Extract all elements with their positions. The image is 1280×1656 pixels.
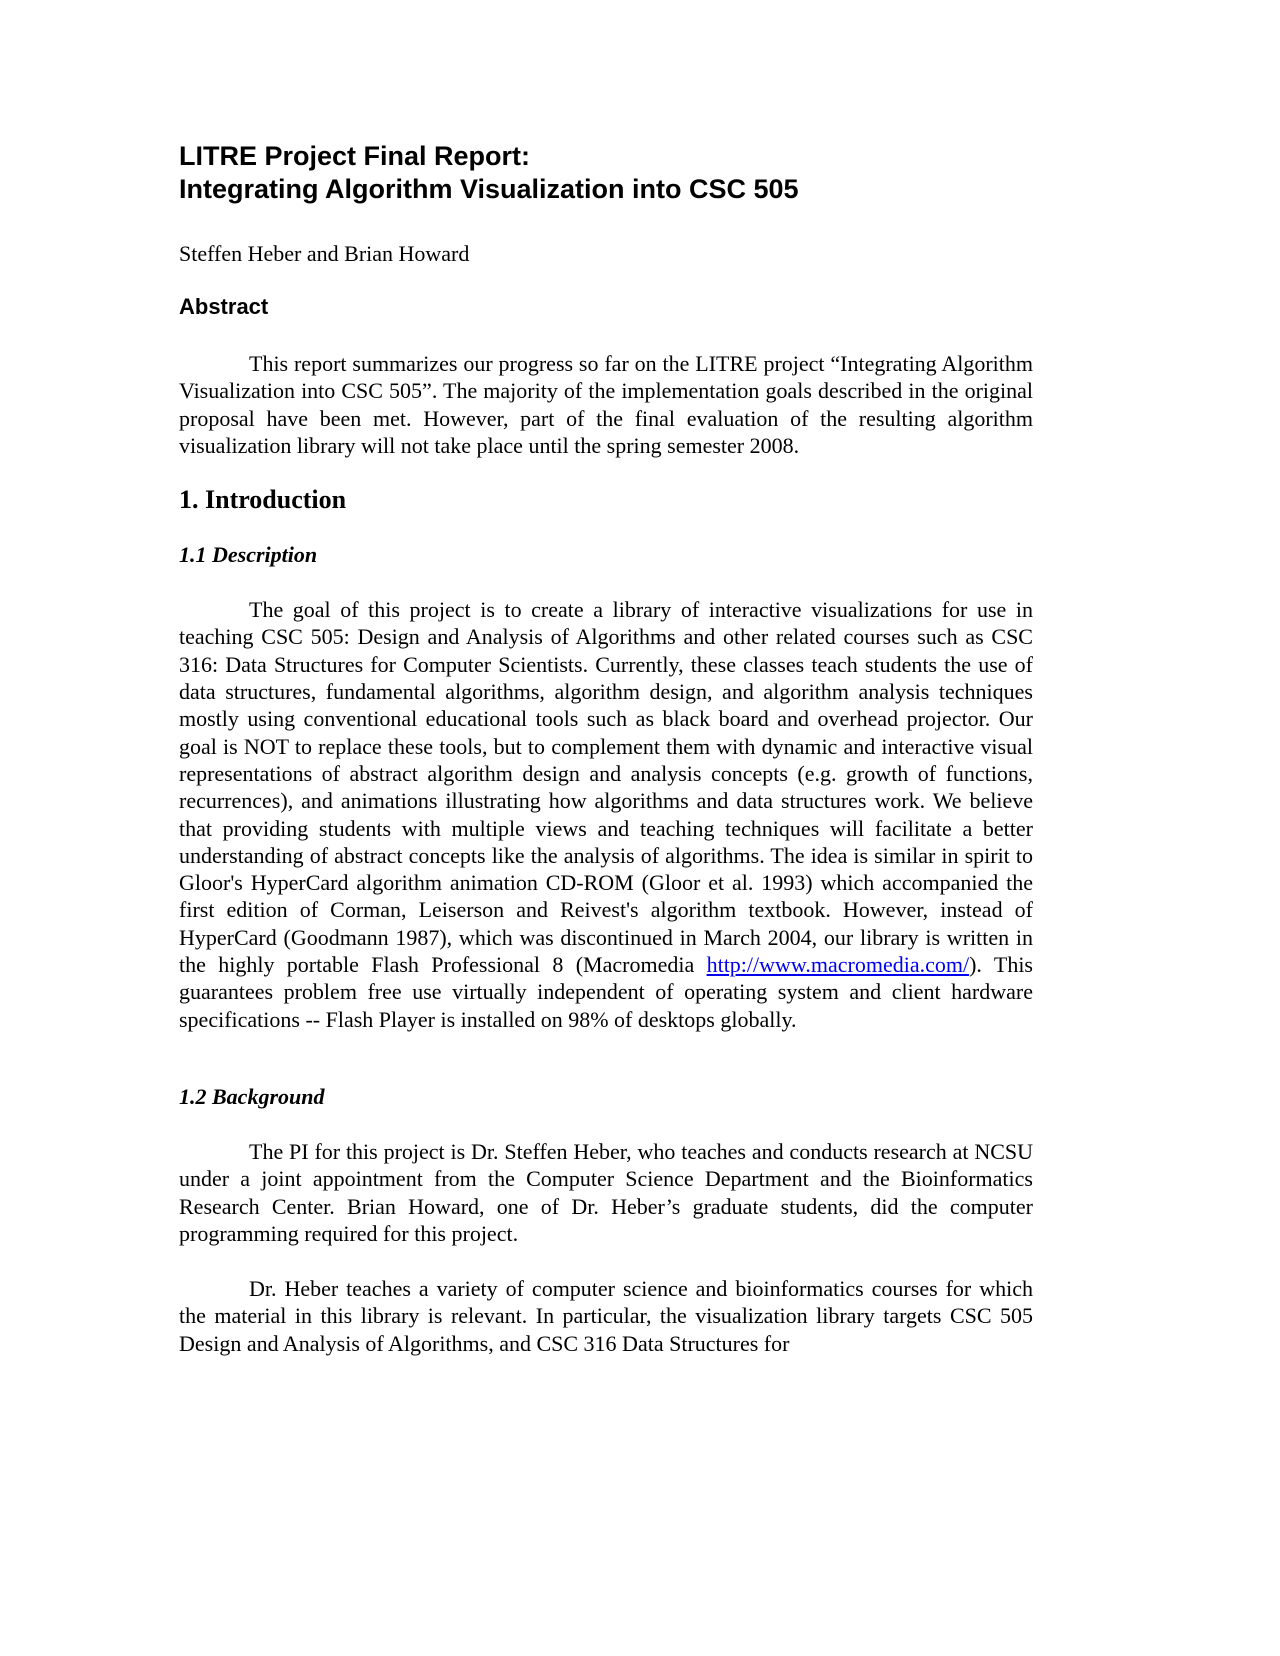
subsection-description-heading: 1.1 Description [179, 542, 318, 568]
document-title [179, 140, 1033, 206]
abstract-heading: Abstract [179, 294, 269, 319]
section-introduction-heading: 1. Introduction [179, 485, 347, 515]
background-paragraph-2: Dr. Heber teaches a variety of computer science and bioinformatics courses for which the material in this library is relevant. In particular, the visualization library targets CSC 505 Design and Analysis of Algorithms, and CSC 316 Data Structures for [179, 1276, 1033, 1356]
description-text-before-link: The goal of this project is to create a library of interactive visualizations for use in teaching CSC 505: Design and Analysis of Algorithms and other related courses such as CSC 316: Data Structures for Computer Scientists. Currently, these classes teach students the use of data structures, fundamental algorithms, algorithm design, and algorithm analysis techniques mostly using conventional educational tools such as black board and overhead projector. Our goal is NOT to replace these tools, but to complement them with dynamic and interactive visual representations of abstract algorithm design and analysis concepts (e.g. growth of functions, recurrences), and animations illustrating how algorithms and data structures work. We believe that providing students with multiple views and teaching techniques will facilitate a better understanding of abstract concepts like the analysis of algorithms. The idea is similar in spirit to Gloor's HyperCard algorithm animation CD-ROM (Gloor et al. 1993) which accompanied the first edition of Corman, Leiserson and Reivest's algorithm textbook. However, instead of HyperCard (Goodmann 1987), which was discontinued in March 2004, our library is written in the highly portable Flash Professional 8 (Macromedia [179, 597, 1033, 978]
abstract-text: This report summarizes our progress so far on the LITRE project “Integrating Algorithm Visualization into CSC 505”. The majority of the implementation goals described in the original proposal have been met. However, part of the final evaluation of the resulting algorithm visualization library will not take place until the spring semester 2008. [179, 351, 1033, 458]
title-line-2: Integrating Algorithm Visualization into CSC 505 [179, 174, 799, 204]
subsection-background-heading: 1.2 Background [179, 1083, 325, 1109]
authors: Steffen Heber and Brian Howard [179, 241, 470, 266]
macromedia-link[interactable]: http://www.macromedia.com/ [706, 952, 970, 978]
document-page [179, 140, 1033, 1357]
title-line-1: LITRE Project Final Report: [179, 141, 531, 171]
background-paragraph-1: The PI for this project is Dr. Steffen Heber, who teaches and conducts research at NCSU under a joint appointment from the Computer Science Department and the Bioinformatics Research Center. Brian Howard, one of Dr. Heber’s graduate students, did the computer programming required for this project. [179, 1138, 1033, 1246]
description-text-after-link: ). This guarantees problem free use virtually independent of operating system and client hardware specifications -- Flash Player is installed on 98% of desktops globally. [179, 952, 1033, 1032]
description-paragraph [179, 596, 1033, 1033]
